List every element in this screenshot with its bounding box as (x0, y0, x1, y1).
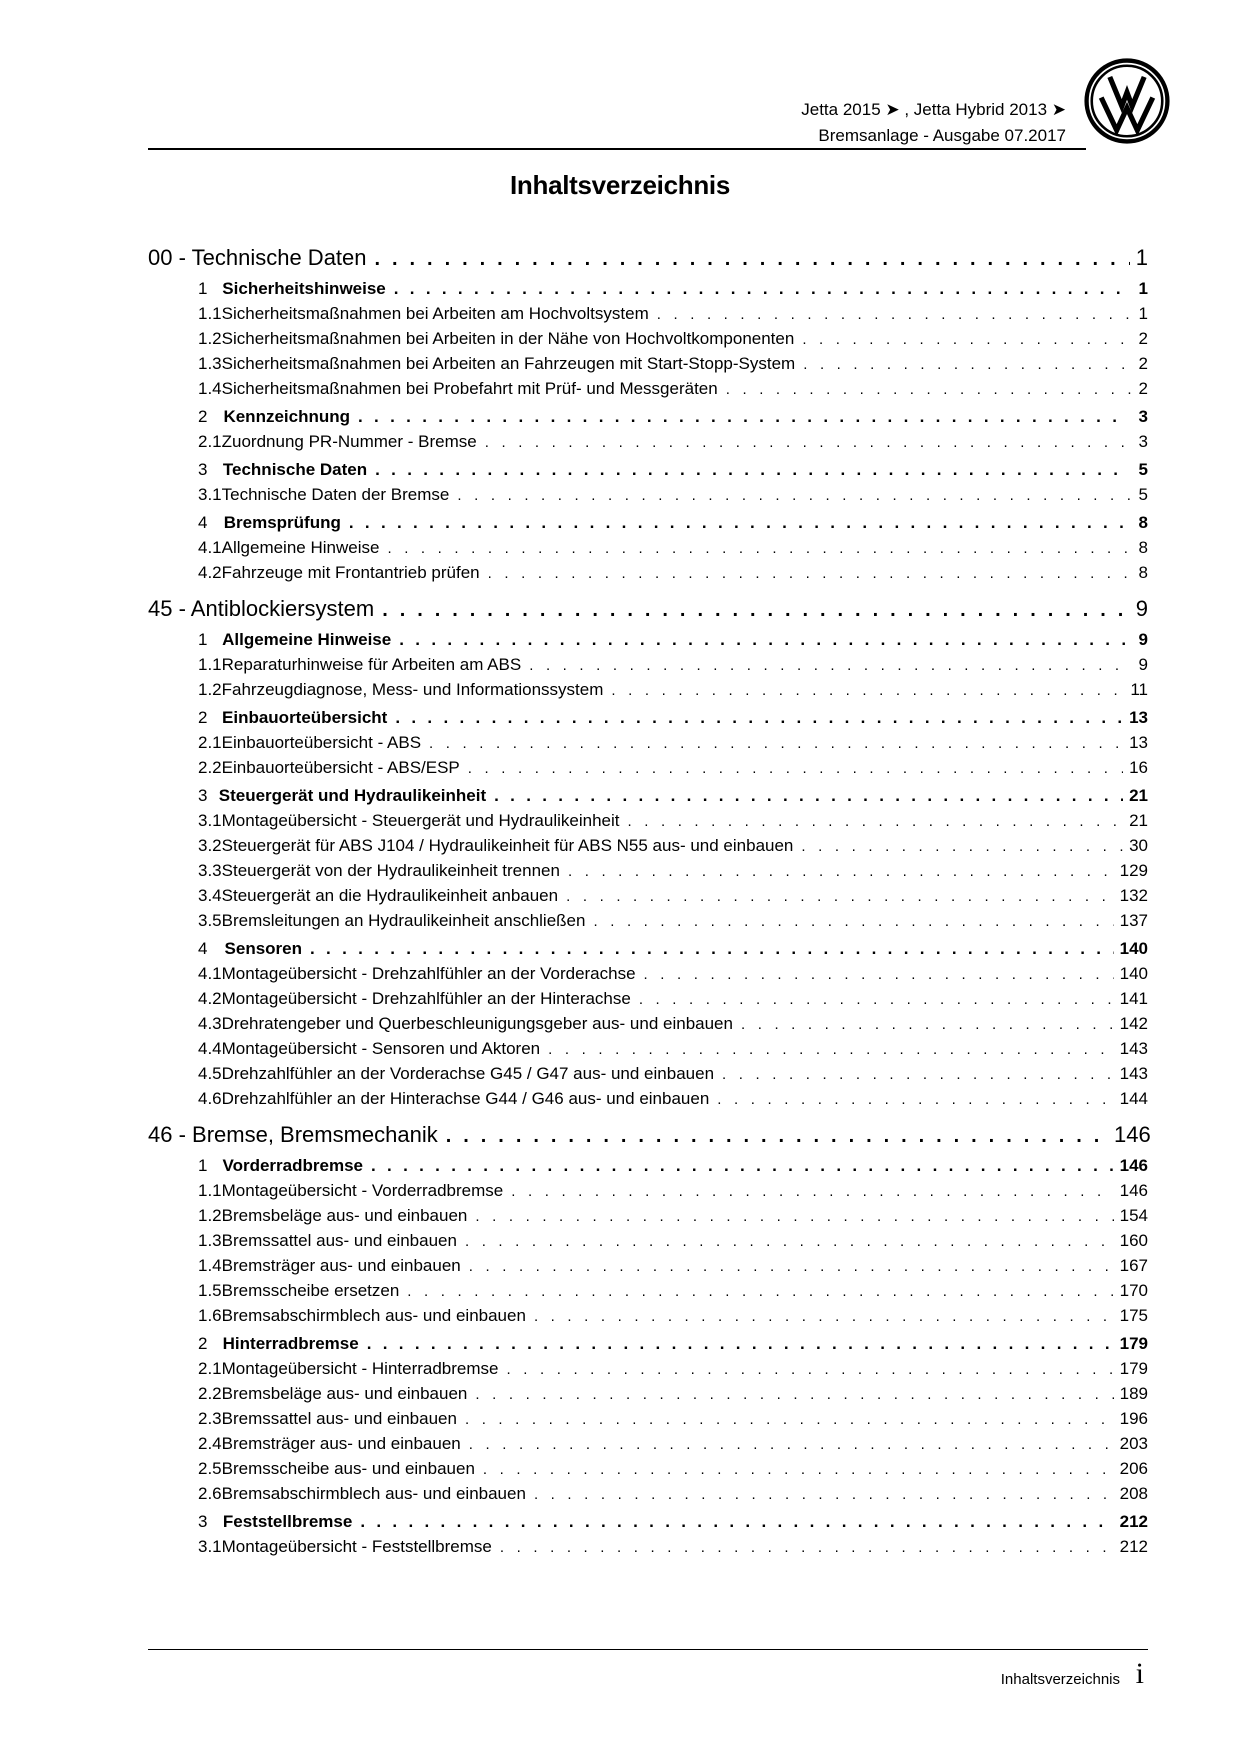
toc-dot-leader (429, 731, 1123, 756)
toc-page-number: 1 (1135, 245, 1148, 270)
toc-section-row[interactable] (148, 276, 1148, 301)
toc-page-number: 146 (1114, 1122, 1151, 1147)
toc-chapter-row[interactable] (148, 240, 1148, 276)
toc-dot-leader (469, 1432, 1114, 1457)
toc-dot-leader (446, 1118, 1108, 1154)
toc-dot-leader (802, 327, 1132, 352)
toc-entry-number: 2 (198, 407, 208, 426)
toc-dot-leader (534, 1482, 1114, 1507)
toc-page-number: 146 (1119, 1156, 1148, 1175)
toc-entry-title: Montageübersicht - Drehzahlfühler an der Vorderachse (221, 964, 636, 983)
toc-sub-row[interactable] (148, 560, 1148, 585)
toc-page-number: 208 (1119, 1484, 1148, 1503)
toc-page-number: 2 (1138, 379, 1148, 398)
toc-entry-title: Einbauorteübersicht - ABS (221, 733, 422, 752)
toc-dot-leader (399, 627, 1130, 652)
toc-dot-leader (485, 430, 1132, 455)
toc-page-number: 141 (1119, 989, 1148, 1008)
toc-entry-title: Steuergerät und Hydraulikeinheit (218, 786, 487, 805)
toc-section-row[interactable] (148, 510, 1148, 535)
toc-dot-leader (627, 809, 1123, 834)
toc-section-row[interactable] (148, 627, 1148, 652)
toc-entry-number: 4.1 (198, 964, 222, 983)
toc-page-number: 9 (1138, 655, 1148, 674)
toc-entry-title: Bremsleitungen an Hydraulikeinheit anschließen (221, 911, 586, 930)
toc-page-number: 13 (1129, 708, 1148, 727)
toc-entry-title: Bremssattel aus- und einbauen (221, 1231, 457, 1250)
toc-page-number: 3 (1138, 432, 1148, 451)
toc-entry-number: 2.1 (198, 432, 222, 451)
toc-sub-row[interactable] (148, 730, 1148, 755)
toc-entry-number: 1.3 (198, 1231, 222, 1250)
toc-section-row[interactable] (148, 1331, 1148, 1356)
toc-dot-leader (367, 1331, 1114, 1356)
toc-page-number: 9 (1135, 596, 1148, 621)
toc-entry-title: Montageübersicht - Vorderradbremse (221, 1181, 504, 1200)
toc-sub-row[interactable] (148, 1253, 1148, 1278)
toc-dot-leader (801, 834, 1123, 859)
toc-sub-row[interactable] (148, 1086, 1148, 1111)
toc-dot-leader (593, 909, 1113, 934)
toc-entry-number: 1.1 (198, 304, 222, 323)
toc-sub-row[interactable] (148, 429, 1148, 454)
toc-dot-leader (349, 510, 1129, 535)
toc-page-number: 1 (1138, 304, 1148, 323)
toc-entry-number: 2.1 (198, 733, 222, 752)
toc-entry-number: 2.5 (198, 1459, 222, 1478)
toc-page-number: 167 (1119, 1256, 1148, 1275)
toc-dot-leader (360, 1509, 1113, 1534)
toc-dot-leader (475, 1204, 1113, 1229)
toc-page-number: 146 (1119, 1181, 1148, 1200)
toc-chapter-row[interactable] (148, 1117, 1151, 1153)
toc-entry-number: 3.2 (198, 836, 222, 855)
toc-entry-number: 2.4 (198, 1434, 222, 1453)
toc-page-number: 140 (1119, 939, 1148, 958)
toc-page-number: 9 (1138, 630, 1148, 649)
toc-entry-title: Bremsbeläge aus- und einbauen (221, 1206, 468, 1225)
toc-sub-row[interactable] (148, 1406, 1148, 1431)
toc-entry-number: 1.4 (198, 1256, 222, 1275)
toc-entry-number: 4.6 (198, 1089, 222, 1108)
toc-sub-row[interactable] (148, 376, 1148, 401)
toc-page-number: 206 (1119, 1459, 1148, 1478)
toc-entry-title: Fahrzeuge mit Frontantrieb prüfen (221, 563, 480, 582)
toc-dot-leader (657, 302, 1133, 327)
toc-section-row[interactable] (148, 936, 1148, 961)
toc-dot-leader (488, 561, 1132, 586)
toc-entry-title: 00 - Technische Daten (148, 245, 367, 270)
toc-entry-title: Feststellbremse (222, 1512, 353, 1531)
toc-entry-title: Technische Daten der Bremse (221, 485, 450, 504)
toc-sub-row[interactable] (148, 961, 1148, 986)
toc-page-number: 196 (1119, 1409, 1148, 1428)
toc-page-number: 8 (1138, 538, 1148, 557)
toc-entry-title: Bremsscheibe ersetzen (221, 1281, 400, 1300)
toc-entry-title: Einbauorteübersicht (222, 708, 388, 727)
toc-page-number: 13 (1129, 733, 1148, 752)
toc-sub-row[interactable] (148, 1061, 1148, 1086)
toc-entry-title: Einbauorteübersicht - ABS/ESP (221, 758, 460, 777)
toc-entry-number: 2 (198, 1334, 208, 1353)
toc-dot-leader (741, 1012, 1114, 1037)
toc-sub-row[interactable] (148, 1456, 1148, 1481)
toc-page-number: 143 (1119, 1064, 1148, 1083)
toc-page-number: 1 (1138, 279, 1148, 298)
toc-section-row[interactable] (148, 705, 1148, 730)
footer-label: Inhaltsverzeichnis (1000, 1671, 1120, 1688)
toc-dot-leader (394, 276, 1130, 301)
toc-page-number: 30 (1129, 836, 1148, 855)
toc-entry-title: Montageübersicht - Feststellbremse (221, 1537, 492, 1556)
toc-dot-leader (469, 1254, 1114, 1279)
toc-section-row[interactable] (148, 404, 1148, 429)
toc-entry-number: 3 (198, 1512, 208, 1531)
toc-entry-title: Fahrzeugdiagnose, Mess- und Informationssystem (221, 680, 604, 699)
toc-entry-title: Sicherheitsmaßnahmen bei Arbeiten am Hochvoltsystem (221, 304, 649, 323)
toc-dot-leader (457, 483, 1131, 508)
toc-entry-title: Bremsabschirmblech aus- und einbauen (221, 1306, 526, 1325)
toc-dot-leader (639, 987, 1114, 1012)
toc-dot-leader (387, 536, 1130, 561)
toc-section-row[interactable] (148, 1509, 1148, 1534)
toc-entry-title: Sensoren (224, 939, 303, 958)
toc-entry-number: 1.6 (198, 1306, 222, 1325)
header-divider (148, 148, 1086, 150)
toc-dot-leader (566, 884, 1114, 909)
toc-page-number: 212 (1119, 1537, 1148, 1556)
toc-page-number: 179 (1119, 1359, 1148, 1378)
toc-entry-number: 1.2 (198, 680, 222, 699)
toc-sub-row[interactable] (148, 833, 1148, 858)
toc-sub-row[interactable] (148, 755, 1148, 780)
toc-dot-leader (568, 859, 1114, 884)
toc-dot-leader (371, 1153, 1114, 1178)
toc-sub-row[interactable] (148, 1356, 1148, 1381)
toc-entry-number: 3.1 (198, 1537, 222, 1556)
toc-entry-number: 2.2 (198, 1384, 222, 1403)
toc-section-row[interactable] (148, 457, 1148, 482)
toc-dot-leader (375, 457, 1129, 482)
toc-entry-number: 3 (198, 786, 208, 805)
toc-dot-leader (465, 1229, 1114, 1254)
toc-page-number: 212 (1119, 1512, 1148, 1531)
toc-sub-row[interactable] (148, 326, 1148, 351)
toc-page-number: 189 (1119, 1384, 1148, 1403)
toc-entry-title: Sicherheitshinweise (222, 279, 386, 298)
toc-entry-title: Reparaturhinweise für Arbeiten am ABS (221, 655, 522, 674)
toc-entry-number: 3.1 (198, 485, 222, 504)
toc-entry-title: Bremsträger aus- und einbauen (221, 1434, 461, 1453)
toc-sub-row[interactable] (148, 858, 1148, 883)
toc-dot-leader (726, 377, 1133, 402)
toc-sub-row[interactable] (148, 1303, 1148, 1328)
toc-entry-number: 1 (198, 1156, 208, 1175)
toc-dot-leader (358, 404, 1129, 429)
toc-entry-title: Zuordnung PR-Nummer - Bremse (221, 432, 477, 451)
toc-sub-row[interactable] (148, 652, 1148, 677)
toc-entry-title: 45 - Antiblockiersystem (148, 596, 375, 621)
toc-page-number: 137 (1119, 911, 1148, 930)
toc-dot-leader (529, 653, 1132, 678)
toc-sub-row[interactable] (148, 1481, 1148, 1506)
toc-page-number: 179 (1119, 1334, 1148, 1353)
toc-entry-number: 3 (198, 460, 208, 479)
toc-chapter-row[interactable] (148, 591, 1148, 627)
toc-page-number: 132 (1119, 886, 1148, 905)
toc-entry-title: Bremssattel aus- und einbauen (221, 1409, 457, 1428)
toc-entry-title: Bremsbeläge aus- und einbauen (221, 1384, 468, 1403)
toc-dot-leader (382, 592, 1130, 628)
toc-entry-number: 1.1 (198, 1181, 222, 1200)
toc-entry-number: 4.4 (198, 1039, 222, 1058)
footer-page-number: i (1135, 1657, 1144, 1690)
toc-entry-title: Montageübersicht - Hinterradbremse (221, 1359, 499, 1378)
table-of-contents (148, 240, 1151, 1559)
toc-entry-number: 2 (198, 708, 208, 727)
toc-page-number: 129 (1119, 861, 1148, 880)
toc-dot-leader (548, 1037, 1114, 1062)
toc-entry-number: 4.1 (198, 538, 222, 557)
toc-sub-row[interactable] (148, 301, 1148, 326)
toc-dot-leader (310, 936, 1114, 961)
toc-sub-row[interactable] (148, 1228, 1148, 1253)
toc-page-number: 21 (1129, 811, 1148, 830)
toc-entry-title: 46 - Bremse, Bremsmechanik (148, 1122, 438, 1147)
toc-sub-row[interactable] (148, 1381, 1148, 1406)
toc-entry-title: Sicherheitsmaßnahmen bei Probefahrt mit Prüf- und Messgeräten (221, 379, 718, 398)
toc-page-number: 142 (1119, 1014, 1148, 1033)
toc-entry-title: Montageübersicht - Drehzahlfühler an der Hinterachse (221, 989, 631, 1008)
toc-entry-number: 1 (198, 279, 208, 298)
vw-logo-icon (1084, 58, 1170, 144)
toc-dot-leader (395, 705, 1123, 730)
header-vehicle-line: Jetta 2015 ➤ , Jetta Hybrid 2013 ➤ (801, 100, 1066, 119)
toc-entry-title: Drehzahlfühler an der Vorderachse G45 / G47 aus- und einbauen (221, 1064, 715, 1083)
toc-entry-number: 4 (198, 513, 208, 532)
toc-entry-title: Steuergerät von der Hydraulikeinheit trennen (221, 861, 560, 880)
toc-entry-number: 4 (198, 939, 208, 958)
toc-sub-row[interactable] (148, 1011, 1148, 1036)
toc-entry-number: 3.5 (198, 911, 222, 930)
toc-entry-number: 4.2 (198, 563, 222, 582)
toc-page-number: 11 (1130, 680, 1148, 699)
toc-page-number: 8 (1138, 563, 1148, 582)
toc-dot-leader (407, 1279, 1113, 1304)
toc-section-row[interactable] (148, 783, 1148, 808)
toc-entry-title: Kennzeichnung (223, 407, 351, 426)
toc-page-number: 144 (1119, 1089, 1148, 1108)
toc-dot-leader (611, 678, 1124, 703)
toc-dot-leader (722, 1062, 1114, 1087)
toc-dot-leader (644, 962, 1114, 987)
toc-entry-number: 1.3 (198, 354, 222, 373)
toc-entry-title: Technische Daten (222, 460, 368, 479)
toc-entry-number: 2.6 (198, 1484, 222, 1503)
toc-dot-leader (483, 1457, 1114, 1482)
toc-entry-number: 1 (198, 630, 208, 649)
toc-entry-number: 1.2 (198, 1206, 222, 1225)
toc-entry-number: 2.2 (198, 758, 222, 777)
toc-dot-leader (475, 1382, 1113, 1407)
toc-dot-leader (500, 1535, 1114, 1560)
toc-page-number: 8 (1138, 513, 1148, 532)
toc-sub-row[interactable] (148, 1431, 1148, 1456)
toc-page-number: 154 (1119, 1206, 1148, 1225)
toc-dot-leader (507, 1357, 1114, 1382)
toc-page-number: 21 (1129, 786, 1148, 805)
toc-entry-title: Sicherheitsmaßnahmen bei Arbeiten an Fahrzeugen mit Start-Stopp-System (221, 354, 796, 373)
toc-entry-title: Montageübersicht - Steuergerät und Hydraulikeinheit (221, 811, 620, 830)
toc-sub-row[interactable] (148, 677, 1148, 702)
document-header (801, 97, 1066, 149)
toc-sub-row[interactable] (148, 1178, 1148, 1203)
toc-entry-number: 3.3 (198, 861, 222, 880)
toc-dot-leader (494, 783, 1123, 808)
toc-sub-row[interactable] (148, 482, 1148, 507)
toc-dot-leader (803, 352, 1132, 377)
toc-entry-title: Bremsprüfung (223, 513, 341, 532)
footer-divider (148, 1649, 1148, 1650)
toc-entry-number: 4.3 (198, 1014, 222, 1033)
toc-sub-row[interactable] (148, 1278, 1148, 1303)
toc-page-number: 143 (1119, 1039, 1148, 1058)
toc-page-number: 16 (1129, 758, 1148, 777)
toc-sub-row[interactable] (148, 351, 1148, 376)
toc-dot-leader (511, 1179, 1113, 1204)
header-edition-line: Bremsanlage - Ausgabe 07.2017 (818, 126, 1066, 145)
toc-entry-title: Bremsabschirmblech aus- und einbauen (221, 1484, 526, 1503)
toc-page-number: 140 (1119, 964, 1148, 983)
toc-entry-number: 1.2 (198, 329, 222, 348)
toc-page-number: 170 (1119, 1281, 1148, 1300)
toc-page-number: 175 (1119, 1306, 1148, 1325)
toc-page-number: 2 (1138, 354, 1148, 373)
toc-sub-row[interactable] (148, 908, 1148, 933)
toc-entry-number: 1.5 (198, 1281, 222, 1300)
toc-section-row[interactable] (148, 1153, 1148, 1178)
toc-dot-leader (465, 1407, 1114, 1432)
toc-entry-number: 1.1 (198, 655, 222, 674)
toc-entry-title: Montageübersicht - Sensoren und Aktoren (221, 1039, 541, 1058)
toc-page-number: 5 (1138, 485, 1148, 504)
toc-sub-row[interactable] (148, 535, 1148, 560)
toc-entry-title: Bremsscheibe aus- und einbauen (221, 1459, 475, 1478)
toc-sub-row[interactable] (148, 808, 1148, 833)
toc-entry-title: Allgemeine Hinweise (222, 630, 392, 649)
page-title: Inhaltsverzeichnis (509, 170, 731, 200)
toc-entry-title: Drehratengeber und Querbeschleunigungsgeber aus- und einbauen (221, 1014, 733, 1033)
toc-page-number: 5 (1138, 460, 1148, 479)
toc-entry-title: Hinterradbremse (222, 1334, 359, 1353)
toc-sub-row[interactable] (148, 1203, 1148, 1228)
toc-entry-title: Steuergerät an die Hydraulikeinheit anbauen (221, 886, 559, 905)
toc-entry-number: 3.4 (198, 886, 222, 905)
toc-dot-leader (534, 1304, 1114, 1329)
toc-entry-number: 2.1 (198, 1359, 222, 1378)
toc-entry-title: Vorderradbremse (222, 1156, 363, 1175)
toc-page-number: 203 (1119, 1434, 1148, 1453)
toc-dot-leader (468, 756, 1123, 781)
toc-dot-leader (717, 1087, 1113, 1112)
toc-entry-title: Drehzahlfühler an der Hinterachse G44 / G46 aus- und einbauen (221, 1089, 710, 1108)
toc-sub-row[interactable] (148, 986, 1148, 1011)
toc-entry-title: Steuergerät für ABS J104 / Hydraulikeinheit für ABS N55 aus- und einbauen (221, 836, 794, 855)
toc-entry-title: Allgemeine Hinweise (221, 538, 380, 557)
toc-entry-number: 1.4 (198, 379, 222, 398)
toc-entry-title: Sicherheitsmaßnahmen bei Arbeiten in der Nähe von Hochvoltkomponenten (221, 329, 795, 348)
toc-page-number: 3 (1138, 407, 1149, 426)
toc-entry-number: 2.3 (198, 1409, 222, 1428)
toc-entry-title: Bremsträger aus- und einbauen (221, 1256, 461, 1275)
toc-sub-row[interactable] (148, 1534, 1148, 1559)
toc-entry-number: 3.1 (198, 811, 222, 830)
toc-sub-row[interactable] (148, 883, 1148, 908)
toc-sub-row[interactable] (148, 1036, 1148, 1061)
toc-page-number: 2 (1138, 329, 1148, 348)
toc-page-number: 160 (1119, 1231, 1148, 1250)
toc-entry-number: 4.5 (198, 1064, 222, 1083)
toc-entry-number: 4.2 (198, 989, 222, 1008)
toc-dot-leader (375, 241, 1130, 277)
